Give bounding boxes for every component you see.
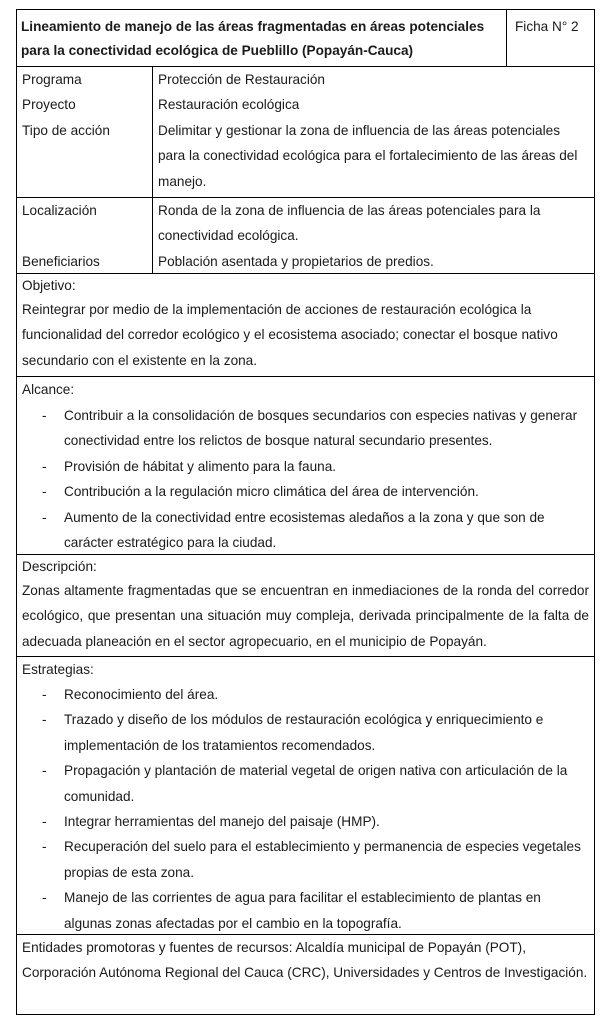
alcance-section [17,377,594,555]
ficha-number: Ficha N° 2 [515,19,579,34]
entidades-section [17,935,594,1014]
ficha-title: Lineamiento de manejo de las áreas fragmentadas en áreas potenciales para la conectividad ecológica de Pueblillo (Popayán-Cauca) [17,10,507,66]
bullet-dash: - [42,509,47,525]
bullet-dash: - [42,408,47,423]
bullet-dash: - [42,687,47,702]
bullet-dash: - [42,712,47,728]
list-item-text: Integrar herramientas del manejo del paisaje (HMP). [64,814,380,830]
bullet-dash: - [42,814,47,830]
list-item [17,885,594,936]
bullet-dash: - [42,839,47,855]
list-item [17,505,594,556]
info-block-localizacion [17,198,594,274]
estrategias-section [17,657,594,935]
list-item-text: Aumento de la conectividad entre ecosistemas aledaños a la zona y que son de carácter estratégico para la ciudad. [64,509,545,551]
list-item [17,834,594,885]
list-item [17,454,594,479]
info-labels-column [17,198,153,273]
list-item-text: Recuperación del suelo para el establecimiento y permanencia de especies vegetales propias de esta zona. [64,839,581,880]
info-labels-column [17,67,153,197]
list-item-text: Reconocimiento del área. [64,687,219,702]
ficha-header [17,10,594,67]
bullet-dash: - [42,763,47,779]
alcance-label: Alcance: [22,382,75,397]
bullet-dash: - [42,458,47,474]
descripcion-text: Zonas altamente fragmentadas que se encuentran en inmediaciones de la ronda del corredor ecológico, que presentan una situación muy compleja, derivada principalmente de la falta de adecuada planeación en el sector agropecuario, en el municipio de Popayán. [22,583,589,649]
descripcion-label: Descripción: [22,559,97,574]
list-item-text: Contribución a la regulación micro climática del área de intervención. [64,484,479,500]
tipo-accion-label: Tipo de acción [22,122,110,138]
info-block-programa [17,67,594,198]
estrategias-list [17,682,594,936]
list-item [17,707,594,758]
localizacion-value: Ronda de la zona de influencia de las áreas potenciales para la conectividad ecológica. [158,203,541,244]
list-item-text: Manejo de las corrientes de agua para facilitar el establecimiento de plantas en algunas zonas afectadas por el cambio en la topografía. [64,890,541,931]
ficha-table [16,9,595,1015]
objetivo-text: Reintegrar por medio de la implementación de acciones de restauración ecológica la funcionalidad del corredor ecológico y el ecosistema asociado; conectar el bosque nativo secundario con el existente en la zona. [22,302,558,368]
beneficiarios-value: Población asentada y propietarios de predios. [158,253,434,269]
alcance-list [17,403,594,555]
list-item [17,479,594,504]
descripcion-section [17,555,594,657]
programa-value: Protección de Restauración [158,72,325,87]
estrategias-label: Estrategias: [22,662,94,677]
list-item [17,758,594,809]
proyecto-value: Restauración ecológica [158,97,300,113]
list-item-text: Propagación y plantación de material vegetal de origen nativa con articulación de la comunidad. [64,763,568,804]
list-item [17,682,594,707]
list-item [17,809,594,834]
list-item-text: Trazado y diseño de los módulos de restauración ecológica y enriquecimiento e implementación de los tratamientos recomendados. [64,712,544,753]
list-item [17,403,594,454]
objetivo-label: Objetivo: [22,278,76,293]
bullet-dash: - [42,890,47,906]
info-values-column [153,67,594,197]
programa-label: Programa [22,72,82,87]
localizacion-label: Localización [22,203,97,218]
bullet-dash: - [42,484,47,500]
info-values-column [153,198,594,273]
proyecto-label: Proyecto [22,97,76,113]
list-item-text: Contribuir a la consolidación de bosques secundarios con especies nativas y generar conectividad entre los relictos de bosque natural secundario presentes. [64,408,578,449]
entidades-text: Entidades promotoras y fuentes de recursos: Alcaldía municipal de Popayán (POT), Corporación Autónoma Regional del Cauca (CRC), Universidades y Centros de Investigación. [22,940,588,981]
tipo-accion-value: Delimitar y gestionar la zona de influencia de las áreas potenciales para la conectividad ecológica para el fortalecimiento de las áreas del manejo. [158,122,578,189]
objetivo-section [17,274,594,377]
beneficiarios-label: Beneficiarios [22,253,100,269]
list-item-text: Provisión de hábitat y alimento para la fauna. [64,458,337,474]
